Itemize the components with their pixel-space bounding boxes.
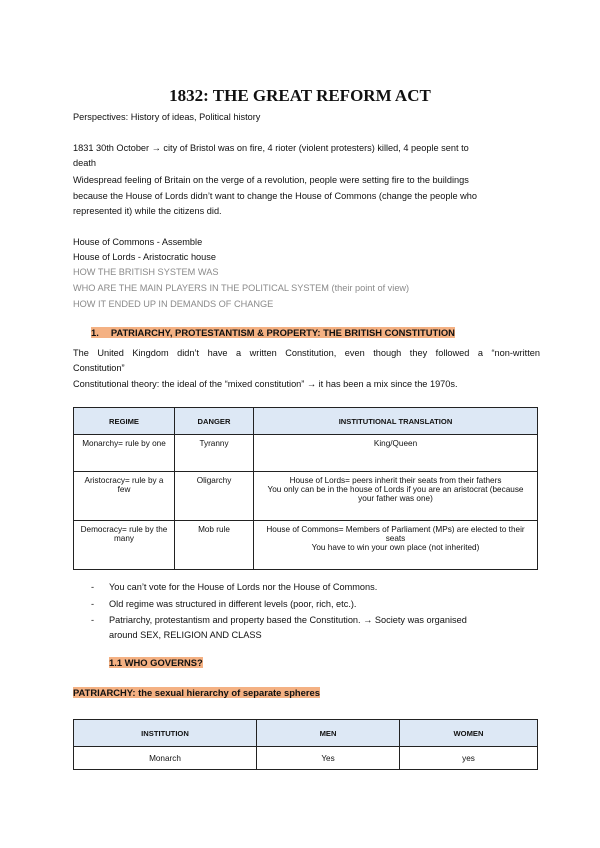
list-item (91, 597, 467, 612)
institution-table-header: MEN (257, 720, 400, 747)
regime-table-header: REGIME (74, 408, 175, 435)
bullet-text-line: around SEX, RELIGION AND CLASS (109, 629, 262, 640)
bullet-text: Old regime was structured in different levels (poor, rich, etc.). (109, 598, 357, 609)
intro-line-3: Widespread feeling of Britain on the verge of a revolution, people were setting fire to the buildings (73, 175, 469, 185)
bullet-text-line: Patriarchy, protestantism and property based the Constitution. → Society was organised (109, 615, 467, 625)
regime-table-header-row (74, 408, 538, 435)
regime-table (73, 407, 538, 570)
translation-line: House of Lords= peers inherit their seats from their fathers (289, 476, 502, 485)
regime-table-header: DANGER (175, 408, 254, 435)
translation-cell (254, 435, 538, 472)
bullet-dash: - (91, 582, 95, 592)
intro-line-1: 1831 30th October → city of Bristol was on fire, 4 rioter (violent protesters) killed, 4 people sent to (73, 143, 469, 153)
regime-cell: Monarchy= rule by one (74, 435, 175, 472)
men-cell: Yes (257, 747, 400, 770)
translation-line: You have to win your own place (not inherited) (311, 543, 480, 552)
page-title: 1832: THE GREAT REFORM ACT (169, 86, 431, 105)
institution-table-header: WOMEN (400, 720, 538, 747)
institution-cell: Monarch (74, 747, 257, 770)
translation-line: King/Queen (373, 439, 418, 448)
outline-item-2 (73, 281, 409, 297)
list-item (91, 580, 467, 595)
section-1-paragraph-1-line-1: The United Kingdom didn’t have a written Constitution, even though they followed a “non-written (73, 348, 540, 358)
patriarchy-heading: PATRIARCHY: the sexual hierarchy of separate spheres (73, 687, 320, 698)
section-1-heading (91, 327, 455, 338)
danger-cell: Mob rule (175, 521, 254, 570)
perspectives-line: Perspectives: History of ideas, Political history (73, 112, 261, 122)
intro-line-5: represented it) while the citizens did. (73, 206, 222, 216)
house-of-lords-line: House of Lords - Aristocratic house (73, 252, 216, 262)
bullet-dash: - (91, 598, 95, 609)
table-row (74, 521, 538, 570)
bullet-dash: - (91, 615, 95, 625)
outline-item-1: HOW THE BRITISH SYSTEM WAS (73, 267, 219, 277)
bullet-text (109, 613, 467, 642)
outline-item-2-note: (their point of view) (328, 283, 410, 293)
institution-table-header: INSTITUTION (74, 720, 257, 747)
table-row (74, 435, 538, 472)
institution-table (73, 719, 538, 770)
institution-table-header-row (74, 720, 538, 747)
section-1-paragraph-2: Constitutional theory: the ideal of the “mixed constitution” → it has been a mix since the 1970s. (73, 379, 458, 389)
outline-item-2-text: WHO ARE THE MAIN PLAYERS IN THE POLITICAL SYSTEM (73, 283, 329, 293)
intro-line-2: death (73, 158, 96, 168)
table-row (74, 747, 538, 770)
section-1-number: 1. (91, 327, 99, 338)
outline-item-3: HOW IT ENDED UP IN DEMANDS OF CHANGE (73, 299, 274, 309)
section-1-1-heading: 1.1 WHO GOVERNS? (109, 657, 203, 668)
regime-table-header: INSTITUTIONAL TRANSLATION (254, 408, 538, 435)
house-of-commons-line: House of Commons - Assemble (73, 237, 203, 247)
regime-cell: Democracy= rule by the many (74, 521, 175, 570)
danger-cell: Oligarchy (175, 472, 254, 521)
women-cell: yes (400, 747, 538, 770)
list-item (91, 613, 467, 642)
danger-cell: Tyranny (175, 435, 254, 472)
translation-line: House of Commons= Members of Parliament (MPs) are elected to their seats (266, 525, 525, 543)
bullet-list (91, 580, 467, 644)
translation-line: You only can be in the house of Lords if you are an aristocrat (because your father was one) (267, 485, 524, 503)
translation-cell (254, 521, 538, 570)
bullet-text: You can’t vote for the House of Lords nor the House of Commons. (109, 582, 378, 592)
section-1-title: PATRIARCHY, PROTESTANTISM & PROPERTY: THE BRITISH CONSTITUTION (110, 327, 455, 338)
translation-cell (254, 472, 538, 521)
table-row (74, 472, 538, 521)
intro-line-4: because the House of Lords didn’t want to change the House of Commons (change the people who (73, 191, 477, 201)
section-1-paragraph-1 (73, 346, 540, 375)
section-1-paragraph-1-line-2: Constitution” (73, 362, 125, 373)
regime-cell: Aristocracy= rule by a few (74, 472, 175, 521)
